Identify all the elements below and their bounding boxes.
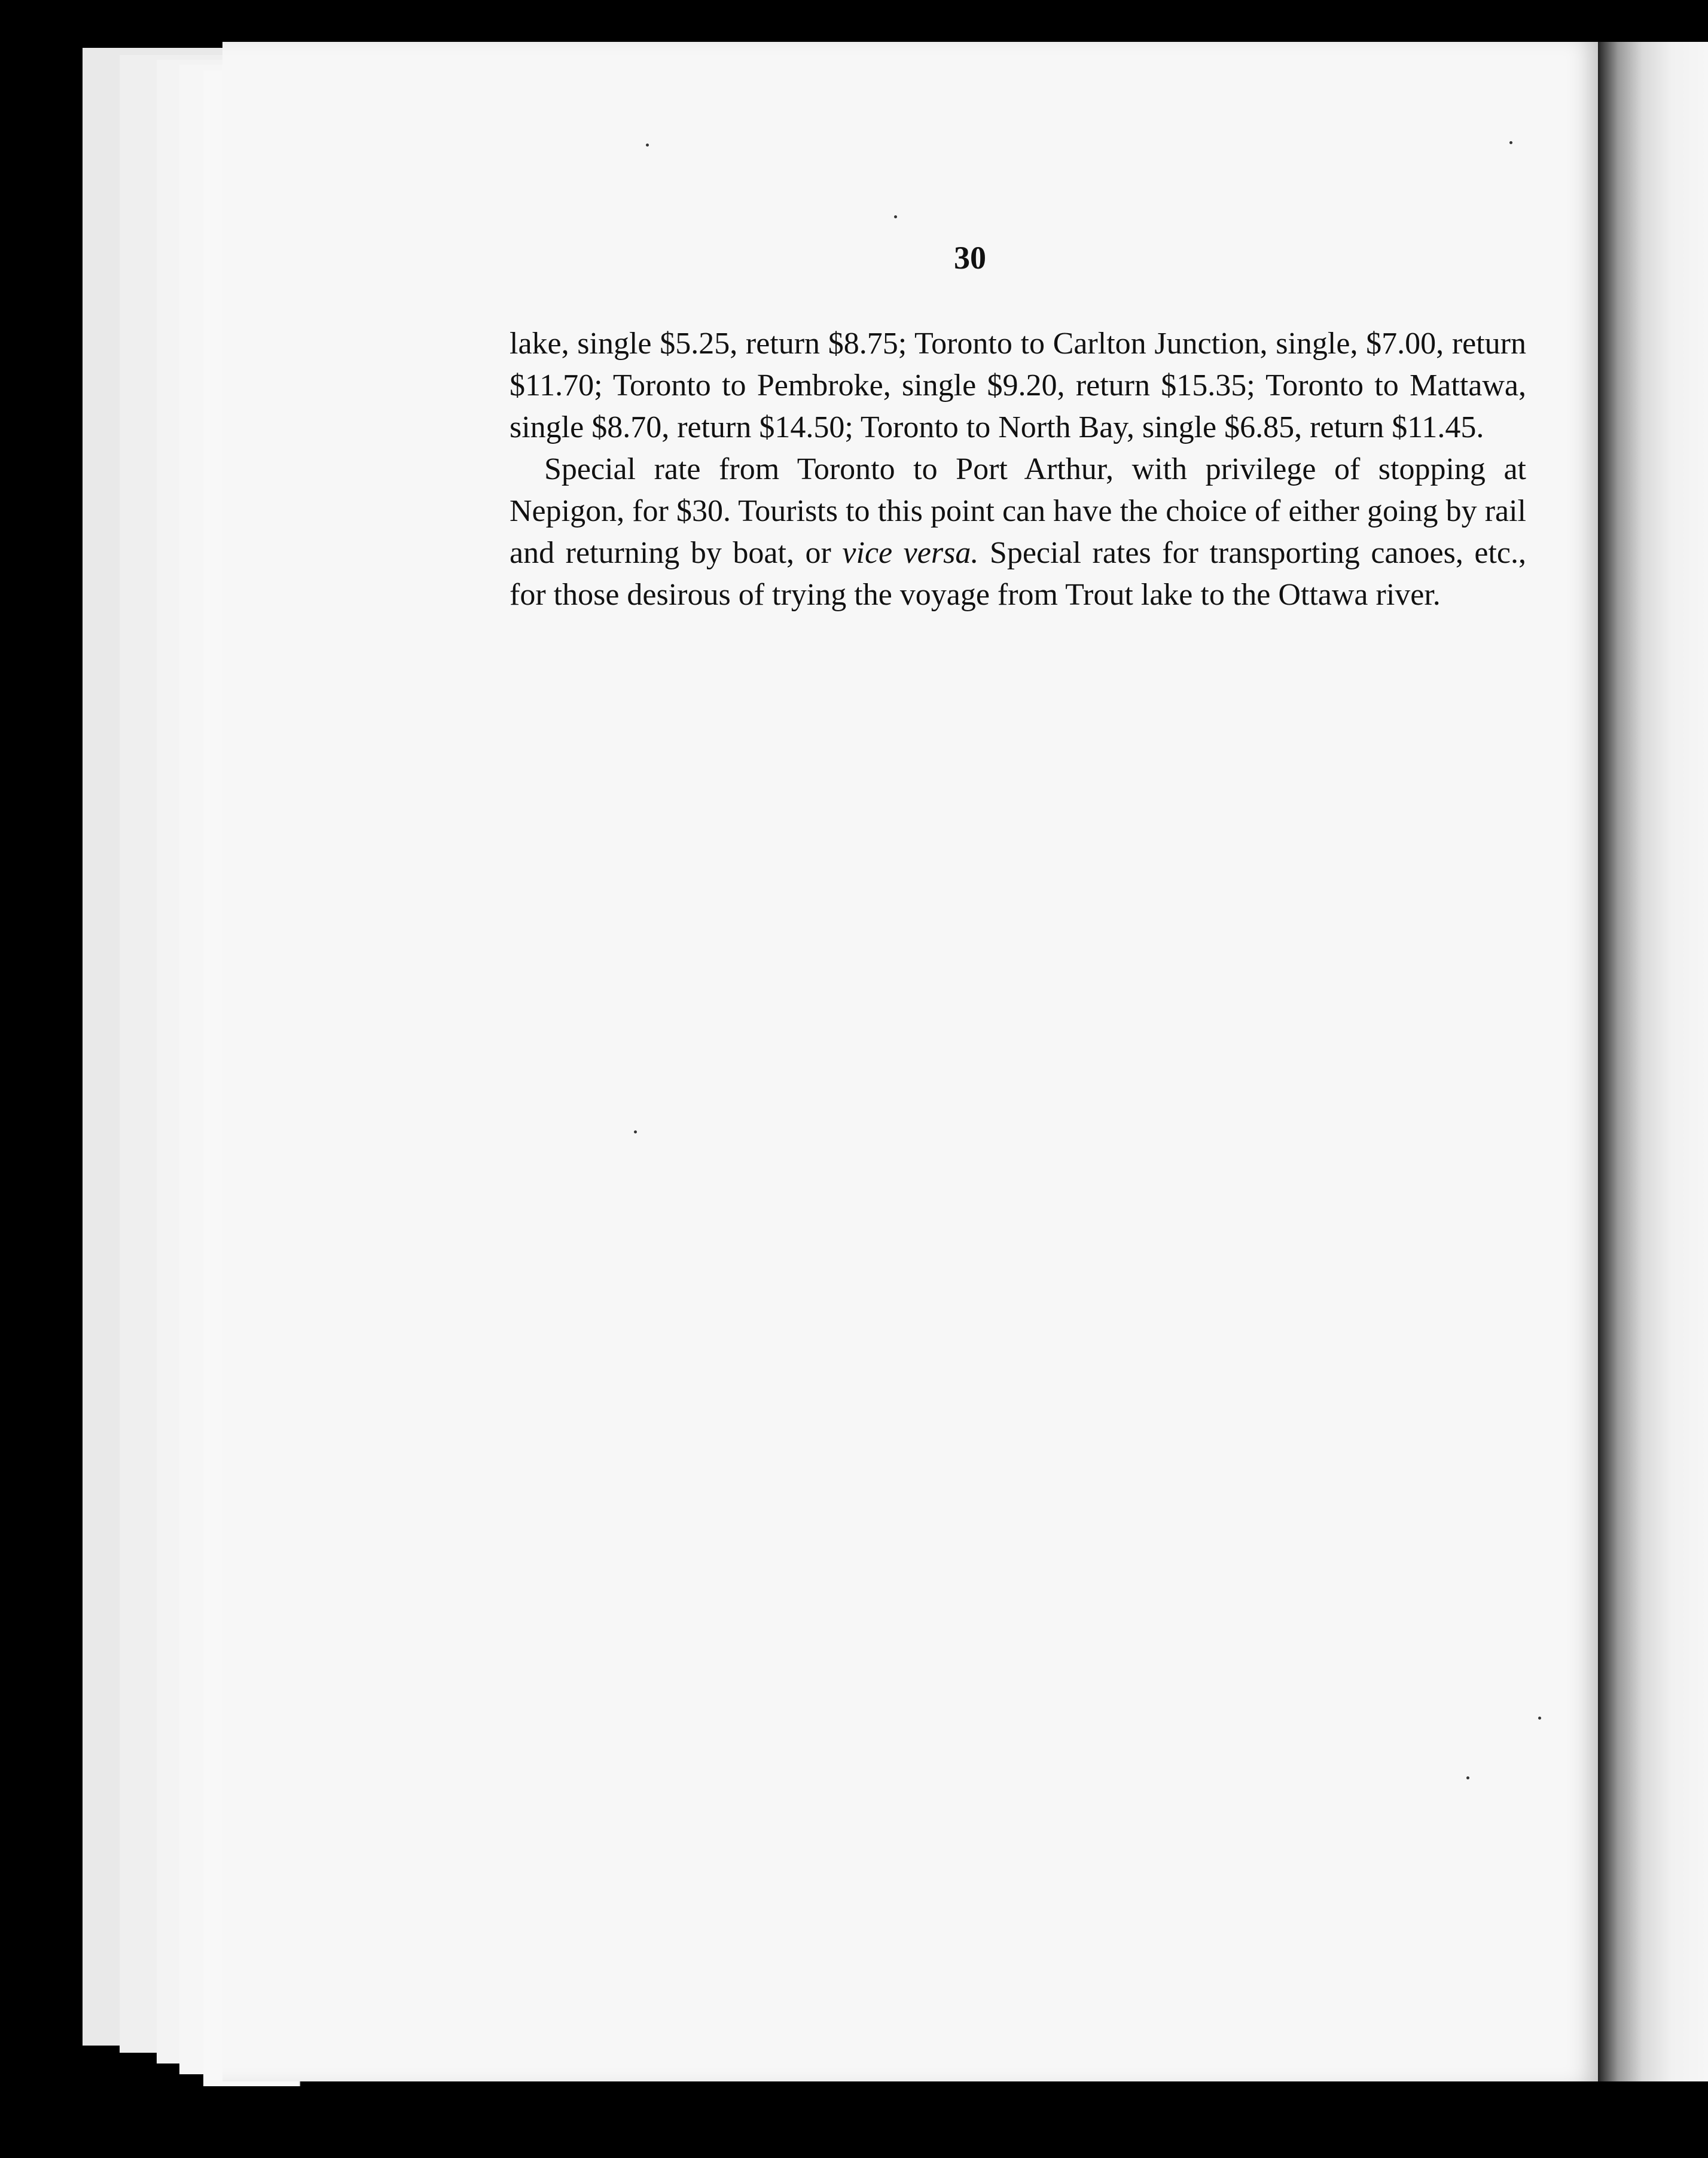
dust-speck bbox=[646, 144, 649, 147]
dust-speck bbox=[1466, 1776, 1469, 1779]
dust-speck bbox=[1538, 1717, 1541, 1720]
page-body-text bbox=[510, 323, 1526, 616]
page-number: 30 bbox=[954, 240, 986, 276]
paragraph-fares: lake, single $5.25, return $8.75; Toronto to Carlton Junction, single, $7.00, return $11.70; Toronto to Pembroke, single $9.20, return $15.35; Toronto to Mattawa, single $8.70, return $14.50; Toronto to North Bay, single $6.85, return $11.45. bbox=[510, 327, 1526, 444]
book-page bbox=[222, 42, 1598, 2081]
dust-speck bbox=[634, 1130, 637, 1133]
paragraph-special-rates-text-a: Special rate from Toronto to Port Arthur, with privilege of stopping at Nepigon, for $30. Tourists to this point can have the choice of either going by rail and returning by boat, or bbox=[510, 452, 1526, 570]
paragraph-special-rates-text-b: Special rates for transporting canoes, etc., for those desirous of trying the voyage from Trout lake to the Ottawa river. bbox=[510, 536, 1527, 612]
dust-speck bbox=[1509, 141, 1512, 144]
paragraph-special-rates bbox=[510, 449, 1526, 616]
adjacent-page-edge bbox=[1594, 42, 1708, 2081]
dust-speck bbox=[894, 215, 897, 218]
italic-phrase: vice versa. bbox=[842, 536, 979, 570]
